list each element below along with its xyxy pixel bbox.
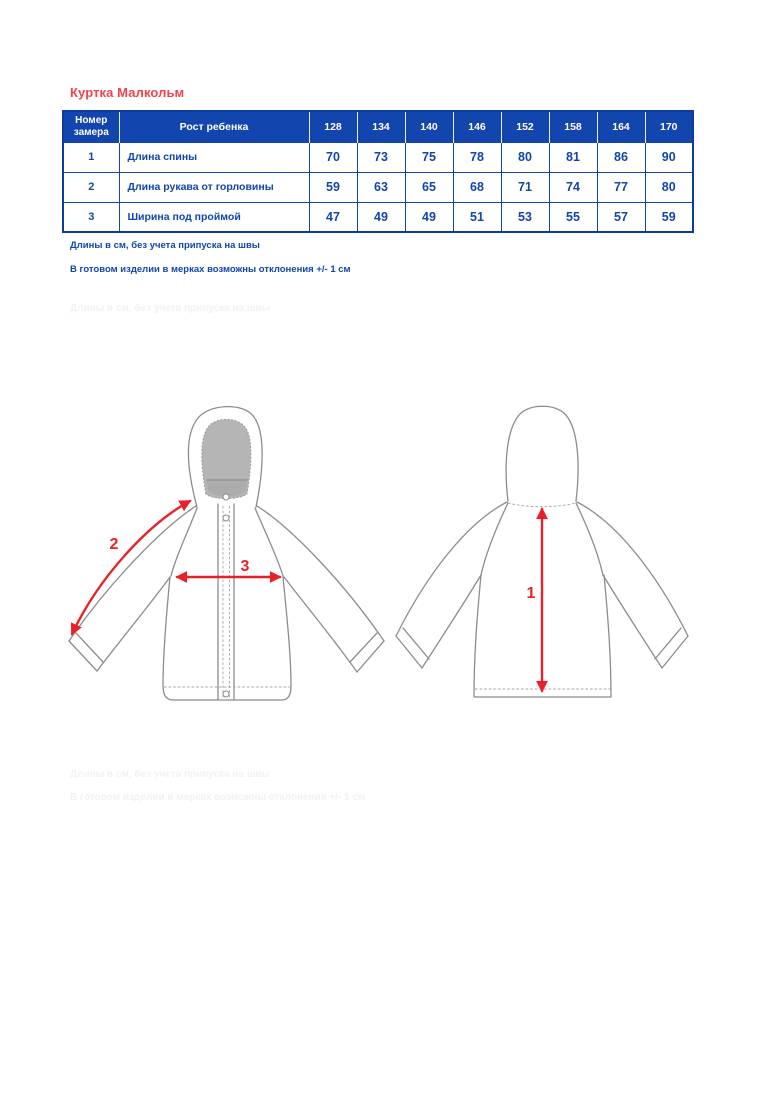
chest-width-number: 3 <box>240 558 250 575</box>
header-size: 134 <box>357 111 405 142</box>
measure-value: 74 <box>549 172 597 202</box>
measure-value: 53 <box>501 202 549 232</box>
measure-value: 55 <box>549 202 597 232</box>
faint-ghost-text: В готовом изделии в мерках возможны отклонения +/- 1 см <box>70 792 366 803</box>
back-length-number: 1 <box>526 585 536 602</box>
measure-value: 90 <box>645 142 693 172</box>
measure-value: 63 <box>357 172 405 202</box>
zipper-placket <box>218 504 234 700</box>
measure-value: 77 <box>597 172 645 202</box>
jacket-back-view <box>396 406 688 697</box>
measure-value: 80 <box>645 172 693 202</box>
measure-value: 65 <box>405 172 453 202</box>
hood-back-outline <box>506 406 578 501</box>
measure-number: 3 <box>63 202 119 232</box>
measure-value: 81 <box>549 142 597 172</box>
header-size: 128 <box>309 111 357 142</box>
table-row <box>63 142 693 172</box>
header-size: 170 <box>645 111 693 142</box>
measure-value: 59 <box>645 202 693 232</box>
page-title: Куртка Малкольм <box>70 85 185 100</box>
measure-value: 57 <box>597 202 645 232</box>
note-tolerance: В готовом изделии в мерках возможны отклонения +/- 1 см <box>70 264 351 275</box>
table-row <box>63 172 693 202</box>
measure-label: Длина спины <box>119 142 309 172</box>
note-units: Длины в см, без учета припуска на швы <box>70 240 260 251</box>
measure-value: 49 <box>405 202 453 232</box>
header-size: 152 <box>501 111 549 142</box>
measure-value: 86 <box>597 142 645 172</box>
measure-number: 2 <box>63 172 119 202</box>
measure-value: 78 <box>453 142 501 172</box>
faint-ghost-text: Длины в см, без учета припуска на швы <box>70 769 270 780</box>
measurement-diagram <box>0 380 762 720</box>
measure-label: Ширина под проймой <box>119 202 309 232</box>
measure-value: 49 <box>357 202 405 232</box>
sleeve-length-number: 2 <box>109 536 119 553</box>
measure-number: 1 <box>63 142 119 172</box>
snap-button <box>223 515 229 521</box>
measure-value: 68 <box>453 172 501 202</box>
measure-value: 73 <box>357 142 405 172</box>
header-measure-number: Номер замера <box>63 111 119 142</box>
measure-value: 75 <box>405 142 453 172</box>
measure-value: 59 <box>309 172 357 202</box>
snap-button <box>223 691 229 697</box>
jacket-front-view <box>69 407 384 700</box>
header-size: 140 <box>405 111 453 142</box>
measure-label: Длина рукава от горловины <box>119 172 309 202</box>
table-header-row <box>63 111 693 142</box>
header-size: 146 <box>453 111 501 142</box>
sleeve-length-arrow <box>72 501 190 634</box>
measure-value: 70 <box>309 142 357 172</box>
measure-value: 47 <box>309 202 357 232</box>
faint-ghost-text: Длины в см, без учета припуска на швы <box>70 303 270 314</box>
header-size: 158 <box>549 111 597 142</box>
measure-value: 80 <box>501 142 549 172</box>
measure-value: 71 <box>501 172 549 202</box>
measure-value: 51 <box>453 202 501 232</box>
header-size: 164 <box>597 111 645 142</box>
size-table <box>62 110 694 233</box>
snap-button <box>223 494 229 500</box>
header-child-height: Рост ребенка <box>119 111 309 142</box>
table-row <box>63 202 693 232</box>
